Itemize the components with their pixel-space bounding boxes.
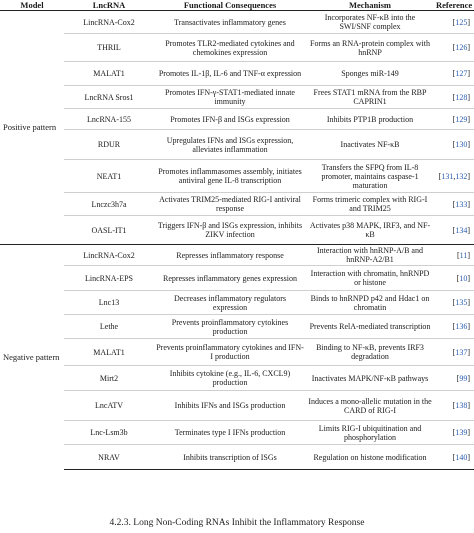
reference-cell xyxy=(434,130,474,160)
reference-link[interactable]: 135 xyxy=(455,298,468,307)
bracket-open: [ xyxy=(452,114,456,124)
reference-cell xyxy=(434,366,474,391)
reference-link[interactable]: 126 xyxy=(455,43,468,52)
bracket-close: ] xyxy=(467,92,470,102)
table-row xyxy=(0,34,474,62)
mechanism-cell: Interaction with chromatin, hnRNPD or histone xyxy=(306,266,434,291)
reference-link[interactable]: 99 xyxy=(459,373,468,383)
bracket-close: ] xyxy=(467,43,470,52)
lncrna-cell: LincRNA-Cox2 xyxy=(64,245,154,266)
bracket-open: [ xyxy=(452,43,456,52)
mechanism-cell: Forms an RNA-protein complex with hnRNP xyxy=(306,34,434,62)
mechanism-cell: Incorporates NF-κB into the SWI/SNF complex xyxy=(306,11,434,34)
table-row xyxy=(0,339,474,366)
reference-cell xyxy=(434,193,474,216)
reference-cell xyxy=(434,86,474,109)
bracket-close: ] xyxy=(467,298,470,307)
function-cell: Upregulates IFNs and ISGs expression, alleviates inflammation xyxy=(154,130,306,160)
bracket-open: [ xyxy=(452,452,456,462)
bracket-close: ] xyxy=(467,373,470,383)
mechanism-cell: Inactivates NF-κB xyxy=(306,130,434,160)
reference-cell xyxy=(434,266,474,291)
reference-cell xyxy=(434,445,474,470)
reference-cell xyxy=(434,421,474,445)
reference-cell xyxy=(434,109,474,130)
reference-link[interactable]: 128 xyxy=(455,92,468,102)
lncrna-cell: NEAT1 xyxy=(64,160,154,193)
function-cell: Represses inflammatory genes expression xyxy=(154,266,306,291)
section-heading: 4.2.3. Long Non-Coding RNAs Inhibit the Inflammatory Response xyxy=(109,518,365,528)
table-row xyxy=(0,130,474,160)
bracket-open: [ xyxy=(452,428,456,437)
mechanism-cell: Regulation on histone modification xyxy=(306,445,434,470)
function-cell: Promotes inflammasomes assembly, initiates antiviral gene IL-8 transcription xyxy=(154,160,306,193)
header-lncrna: LncRNA xyxy=(64,0,154,11)
table-row xyxy=(0,160,474,193)
bracket-close: ] xyxy=(467,428,470,437)
lncrna-cell: Lnc13 xyxy=(64,291,154,315)
reference-cell xyxy=(434,34,474,62)
mechanism-cell: Frees STAT1 mRNA from the RBP CAPRIN1 xyxy=(306,86,434,109)
reference-link[interactable]: 125 xyxy=(455,17,468,27)
lncrna-cell: Mirt2 xyxy=(64,366,154,391)
bracket-open: [ xyxy=(456,250,460,260)
bracket-close: ] xyxy=(467,225,470,235)
header-mechanism: Mechanism xyxy=(306,0,434,11)
reference-cell xyxy=(434,291,474,315)
table-row xyxy=(0,291,474,315)
reference-cell xyxy=(434,315,474,339)
lncrna-cell: LncATV xyxy=(64,391,154,421)
function-cell: Promotes IL-1β, IL-6 and TNF-α expression xyxy=(154,62,306,86)
reference-link[interactable]: 127 xyxy=(455,69,468,78)
reference-cell xyxy=(434,62,474,86)
bracket-open: [ xyxy=(452,401,456,410)
reference-link[interactable]: 140 xyxy=(455,452,468,462)
bracket-close: ] xyxy=(467,199,470,209)
lncrna-cell: MALAT1 xyxy=(64,339,154,366)
reference-cell xyxy=(434,160,474,193)
reference-link[interactable]: 133 xyxy=(455,199,468,209)
mechanism-cell: Inactivates MAPK/NF-κB pathways xyxy=(306,366,434,391)
model-cell: Positive pattern xyxy=(3,122,57,132)
mechanism-cell: Sponges miR-149 xyxy=(306,62,434,86)
lncrna-cell: NRAV xyxy=(64,445,154,470)
lncrna-cell: LncRNA Sros1 xyxy=(64,86,154,109)
reference-cell xyxy=(434,216,474,245)
header-model: Model xyxy=(0,0,64,11)
mechanism-cell: Forms trimeric complex with RIG-I and TRIM25 xyxy=(306,193,434,216)
reference-link[interactable]: 139 xyxy=(455,428,468,437)
lncrna-cell: Lnc-Lsm3b xyxy=(64,421,154,445)
function-cell: Inhibits cytokine (e.g., IL-6, CXCL9) production xyxy=(154,366,306,391)
reference-cell xyxy=(434,391,474,421)
bracket-close: ] xyxy=(467,401,470,410)
table-row xyxy=(0,266,474,291)
table-row xyxy=(0,216,474,245)
mechanism-cell: Transfers the SFPQ from IL-8 promoter, maintains caspase-1 maturation xyxy=(306,160,434,193)
bracket-close: ] xyxy=(467,273,470,283)
mechanism-cell: Prevents RelA-mediated transcription xyxy=(306,315,434,339)
table-row xyxy=(0,62,474,86)
reference-link[interactable]: 10 xyxy=(459,273,468,283)
table-header xyxy=(0,0,474,11)
reference-link[interactable]: 134 xyxy=(455,225,468,235)
function-cell: Transactivates inflammatory genes xyxy=(154,11,306,34)
function-cell: Inhibits transcription of ISGs xyxy=(154,445,306,470)
function-cell: Triggers IFN-β and ISGs expression, inhibits ZIKV infection xyxy=(154,216,306,245)
table-row xyxy=(0,193,474,216)
table-row xyxy=(0,315,474,339)
bracket-open: [ xyxy=(452,199,456,209)
table-body xyxy=(0,11,474,470)
lncrna-cell: RDUR xyxy=(64,130,154,160)
lncrna-cell: LincRNA-EPS xyxy=(64,266,154,291)
table-row xyxy=(0,391,474,421)
bracket-close: ] xyxy=(467,171,470,181)
ref-separator: , xyxy=(453,171,456,181)
mechanism-cell: Limits RIG-I ubiquitination and phosphorylation xyxy=(306,421,434,445)
bracket-open: [ xyxy=(452,140,456,149)
reference-cell xyxy=(434,245,474,266)
header-reference: Reference xyxy=(436,0,473,10)
function-cell: Prevents proinflammatory cytokines production xyxy=(154,315,306,339)
function-cell: Decreases inflammatory regulators expression xyxy=(154,291,306,315)
function-cell: Prevents proinflammatory cytokines and IFN-I production xyxy=(154,339,306,366)
bracket-close: ] xyxy=(467,322,470,331)
mechanism-cell: Inhibits PTP1B production xyxy=(306,109,434,130)
bracket-open: [ xyxy=(438,171,442,181)
function-cell: Inhibits IFNs and ISGs production xyxy=(154,391,306,421)
table-row xyxy=(0,421,474,445)
lncrna-cell: Lnczc3h7a xyxy=(64,193,154,216)
lncrna-cell: MALAT1 xyxy=(64,62,154,86)
model-cell: Negative pattern xyxy=(0,245,64,470)
table-row xyxy=(0,86,474,109)
reference-link[interactable]: 11 xyxy=(459,250,468,260)
bracket-close: ] xyxy=(467,17,470,27)
function-cell: Represses inflammatory response xyxy=(154,245,306,266)
mechanism-cell: Activates p38 MAPK, IRF3, and NF-κB xyxy=(306,216,434,245)
reference-link[interactable]: 137 xyxy=(455,347,468,357)
reference-link[interactable]: 136 xyxy=(455,322,468,331)
bracket-close: ] xyxy=(467,140,470,149)
bracket-open: [ xyxy=(452,69,456,78)
lncrna-cell: Lethe xyxy=(64,315,154,339)
reference-cell xyxy=(434,11,474,34)
bracket-open: [ xyxy=(452,225,456,235)
function-cell: Promotes IFN-β and ISGs expression xyxy=(154,109,306,130)
reference-link[interactable]: 132 xyxy=(455,171,468,181)
bracket-open: [ xyxy=(452,347,456,357)
reference-link[interactable]: 130 xyxy=(455,140,468,149)
bracket-open: [ xyxy=(452,298,456,307)
function-cell: Promotes IFN-γ-STAT1-mediated innate immunity xyxy=(154,86,306,109)
mechanism-cell: Binding to NF-κB, prevents IRF3 degradation xyxy=(306,339,434,366)
reference-link[interactable]: 138 xyxy=(455,401,468,410)
function-cell: Promotes TLR2-mediated cytokines and chemokines expression xyxy=(154,34,306,62)
table-row xyxy=(0,366,474,391)
table-row xyxy=(0,245,474,266)
bracket-open: [ xyxy=(452,17,456,27)
mechanism-cell: Induces a mono-allelic mutation in the CARD of RIG-I xyxy=(306,391,434,421)
reference-cell xyxy=(434,339,474,366)
mechanism-cell: Interaction with hnRNP-A/B and hnRNP-A2/B1 xyxy=(306,245,434,266)
table-row xyxy=(0,445,474,470)
lncrna-cell: LncRNA-155 xyxy=(64,109,154,130)
bracket-close: ] xyxy=(467,347,470,357)
bracket-close: ] xyxy=(467,250,470,260)
bracket-open: [ xyxy=(456,373,460,383)
bracket-open: [ xyxy=(452,92,456,102)
table-row xyxy=(0,11,474,34)
bracket-open: [ xyxy=(456,273,460,283)
bracket-close: ] xyxy=(467,452,470,462)
reference-link[interactable]: 129 xyxy=(455,114,468,124)
function-cell: Activates TRIM25-mediated RIG-I antiviral response xyxy=(154,193,306,216)
bracket-close: ] xyxy=(467,114,470,124)
bracket-close: ] xyxy=(467,69,470,78)
lncrna-cell: OASL-IT1 xyxy=(64,216,154,245)
header-functional-consequences: Functional Consequences xyxy=(154,0,306,11)
bracket-open: [ xyxy=(452,322,456,331)
table-row xyxy=(0,109,474,130)
reference-link[interactable]: 131 xyxy=(441,171,454,181)
lncrna-cell: THRIL xyxy=(64,34,154,62)
mechanism-cell: Binds to hnRNPD p42 and Hdac1 on chromatin xyxy=(306,291,434,315)
function-cell: Terminates type I IFNs production xyxy=(154,421,306,445)
lncrna-cell: LincRNA-Cox2 xyxy=(64,11,154,34)
